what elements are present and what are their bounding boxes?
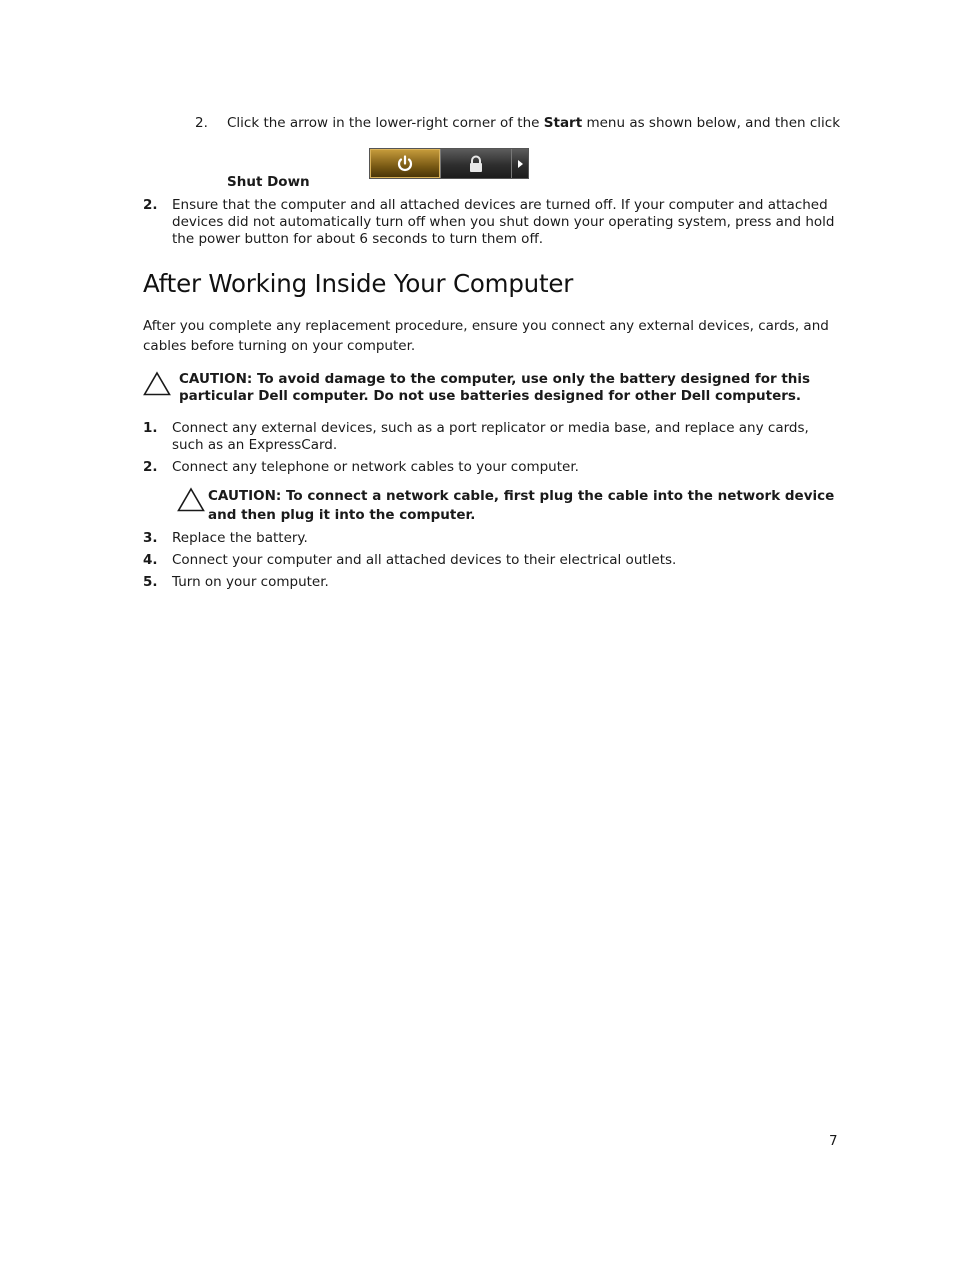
- section-title: After Working Inside Your Computer: [143, 269, 574, 298]
- lock-button: [440, 149, 511, 178]
- caution-icon-2: [177, 487, 205, 517]
- substep-text-after: menu as shown below, and then click: [582, 115, 841, 131]
- options-arrow-button: [511, 149, 528, 178]
- step-number: 2.: [143, 197, 158, 213]
- step-text: Connect any external devices, such as a port replicator or media base, and replace any cards, such as an ExpressCard.: [172, 420, 809, 453]
- step-text: Turn on your computer.: [172, 574, 329, 590]
- step-number: 1.: [143, 420, 158, 436]
- caution-icon-1: [143, 371, 171, 401]
- page-number: 7: [829, 1133, 838, 1149]
- step-number: 4.: [143, 552, 158, 568]
- substep-text: [227, 115, 841, 132]
- caution-text-1: CAUTION: To avoid damage to the computer, use only the battery designed for this particular Dell computer. Do not use batteries designed for other Dell computers.: [179, 371, 811, 404]
- step-number: 5.: [143, 574, 158, 590]
- power-icon: [395, 154, 415, 174]
- start-menu-label: Start: [543, 115, 583, 131]
- substep-number: 2.: [195, 115, 208, 131]
- warning-triangle-icon: [177, 487, 205, 512]
- step-number: 3.: [143, 530, 158, 546]
- caution-text-2: CAUTION: To connect a network cable, first plug the cable into the network device and then plug it into the computer.: [208, 488, 835, 523]
- step-text: Replace the battery.: [172, 530, 308, 546]
- warning-triangle-icon: [143, 371, 171, 396]
- arrow-right-icon: [516, 159, 524, 169]
- section-intro: After you complete any replacement procedure, ensure you connect any external devices, cards, and cables before turning on your computer.: [143, 318, 829, 354]
- step-text: Connect your computer and all attached devices to their electrical outlets.: [172, 552, 677, 568]
- step-text: Ensure that the computer and all attached devices are turned off. If your computer and attached devices did not automatically turn off when you shut down your operating system, press and hold the power button for about 6 seconds to turn them off.: [172, 197, 835, 247]
- step-text: Connect any telephone or network cables to your computer.: [172, 459, 579, 475]
- shut-down-button: [370, 149, 440, 178]
- shut-down-label: Shut Down: [227, 174, 310, 190]
- start-menu-power-buttons: [369, 148, 529, 179]
- lock-icon: [468, 155, 484, 173]
- step-number: 2.: [143, 459, 158, 475]
- substep-text-before: Click the arrow in the lower-right corner of the: [227, 115, 544, 131]
